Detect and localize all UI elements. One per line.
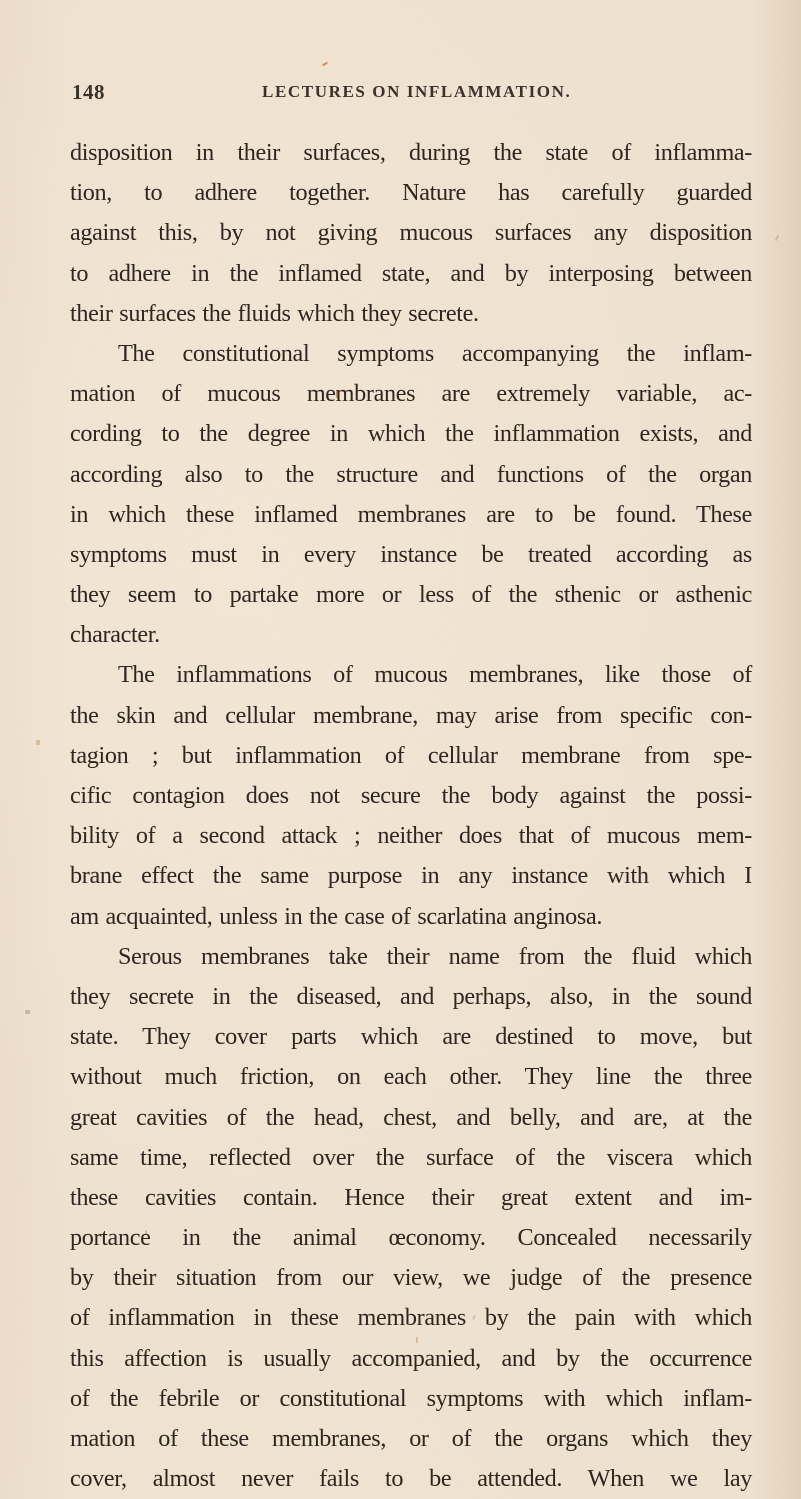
paragraph-start-line: The constitutional symptoms accompanying the inflam-	[118, 339, 752, 367]
text-line: by their situation from our view, we judge of the presence	[70, 1264, 752, 1292]
text-line: against this, by not giving mucous surfaces any disposition	[70, 219, 752, 247]
text-line: of the febrile or constitutional symptoms with which inflam-	[70, 1384, 752, 1412]
text-line: mation of these membranes, or of the organs which they	[70, 1425, 752, 1452]
text-line: same time, reflected over the surface of the viscera which	[70, 1143, 752, 1171]
text-line: according also to the structure and functions of the organ	[70, 460, 752, 488]
text-line: without much friction, on each other. They line the three	[70, 1063, 752, 1091]
text-line: in which these inflamed membranes are to be found. These	[70, 500, 752, 528]
text-line: tagion ; but inflammation of cellular membrane from spe-	[70, 741, 752, 769]
page-number: 148	[72, 80, 105, 104]
text-line: of inflammation in these membranes by the pain with which	[70, 1304, 752, 1332]
body-text	[70, 133, 752, 1499]
text-line: they seem to partake more or less of the sthenic or asthenic	[70, 581, 752, 609]
text-line: cover, almost never fails to be attended. When we lay	[70, 1465, 752, 1493]
text-line: symptoms must in every instance be treated according as	[70, 540, 752, 568]
text-line: this affection is usually accompanied, and by the occurrence	[70, 1344, 752, 1372]
text-line: mation of mucous membranes are extremely variable, ac-	[70, 380, 752, 408]
text-line: great cavities of the head, chest, and belly, and are, at the	[70, 1103, 752, 1131]
text-line: bility of a second attack ; neither does that of mucous mem-	[70, 822, 752, 850]
text-line: tion, to adhere together. Nature has carefully guarded	[70, 179, 752, 207]
text-line: portance in the animal œconomy. Concealed necessarily	[70, 1224, 752, 1252]
running-title: LECTURES ON INFLAMMATION.	[262, 82, 572, 101]
paragraph-start-line: The inflammations of mucous membranes, like those of	[118, 661, 752, 689]
running-head	[70, 80, 750, 110]
text-line: they secrete in the diseased, and perhaps, also, in the sound	[70, 982, 752, 1010]
text-line: character.	[70, 621, 160, 649]
text-line: state. They cover parts which are destined to move, but	[70, 1023, 752, 1051]
text-line: the skin and cellular membrane, may arise from specific con-	[70, 701, 752, 729]
text-line: their surfaces the fluids which they secrete.	[70, 299, 479, 327]
text-line: cording to the degree in which the inflammation exists, and	[70, 420, 752, 448]
text-line: cific contagion does not secure the body against the possi-	[70, 782, 752, 809]
text-line: these cavities contain. Hence their great extent and im-	[70, 1183, 752, 1211]
text-line: disposition in their surfaces, during the state of inflamma-	[70, 139, 752, 166]
text-line: to adhere in the inflamed state, and by interposing between	[70, 259, 752, 287]
text-line: brane effect the same purpose in any instance with which I	[70, 862, 752, 890]
paragraph-start-line: Serous membranes take their name from the fluid which	[118, 942, 752, 970]
text-line: am acquainted, unless in the case of scarlatina anginosa.	[70, 902, 603, 930]
